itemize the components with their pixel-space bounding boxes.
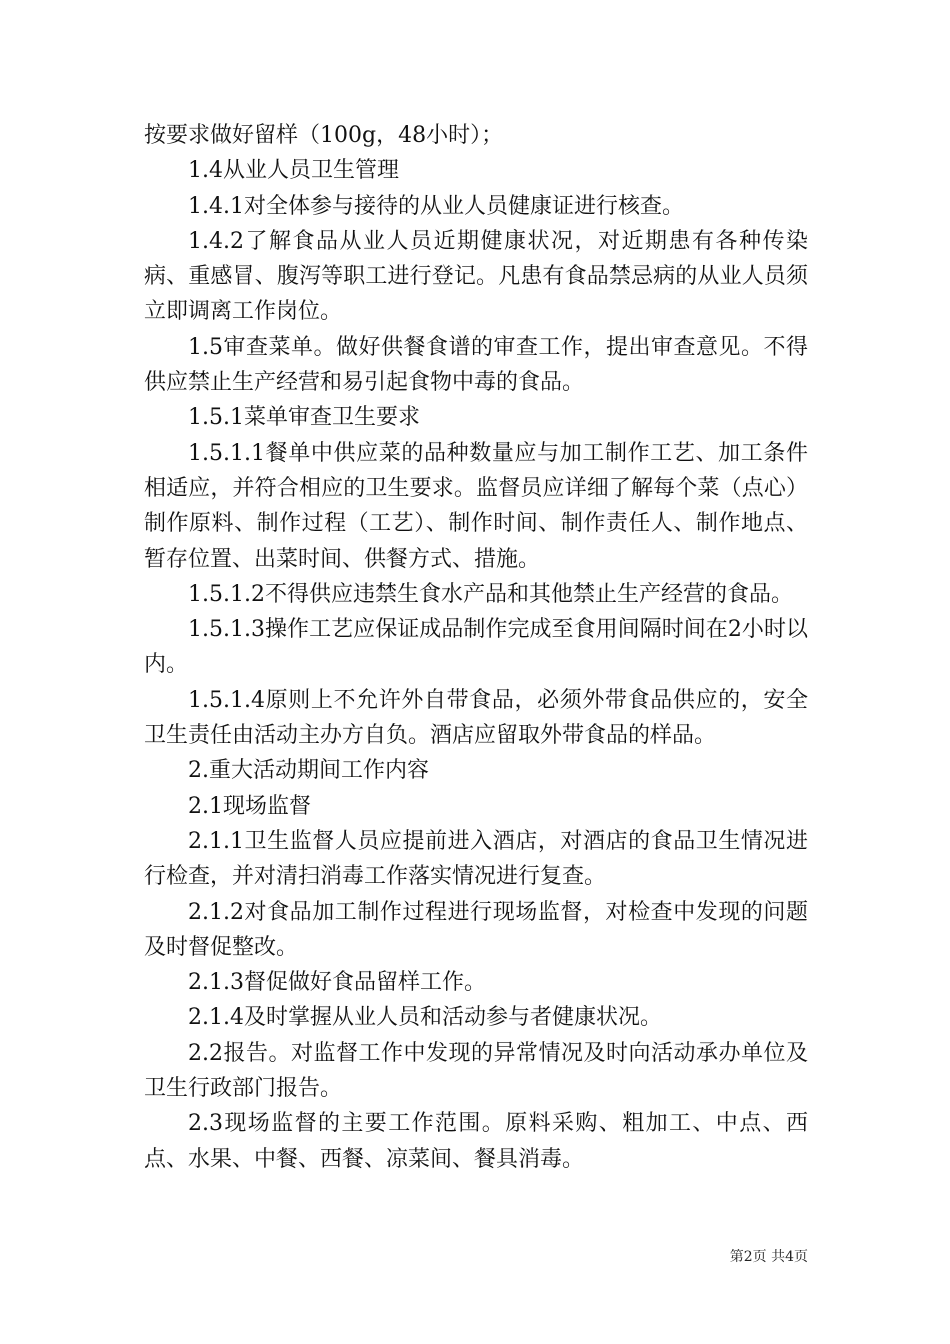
paragraph: 按要求做好留样（100g，48小时）； — [144, 123, 504, 148]
paragraph: 2.1.3督促做好食品留样工作。 — [188, 970, 486, 996]
section-heading: 1.5.1菜单审查卫生要求 — [188, 405, 420, 431]
paragraph: 1.5审查菜单。做好供餐食谱的审查工作，提出审查意见。不得供应禁止生产经营和易引起食物中毒的食品。 — [144, 334, 808, 396]
paragraph: 1.5.1.2不得供应违禁生食水产品和其他禁止生产经营的食品。 — [188, 581, 793, 607]
paragraph: 2.1.2对食品加工制作过程进行现场监督，对检查中发现的问题及时督促整改。 — [144, 899, 808, 960]
page-number: 第2页 共4页 — [729, 1249, 808, 1265]
paragraph: 1.4.2了解食品从业人员近期健康状况，对近期患有各种传染病、重感冒、腹泻等职工进行登记。凡患有食品禁忌病的从业人员须立即调离工作岗位。 — [144, 228, 808, 325]
document-body — [144, 118, 808, 1177]
paragraph: 1.4.1对全体参与接待的从业人员健康证进行核查。 — [188, 193, 684, 219]
paragraph: 1.5.1.1餐单中供应菜的品种数量应与加工制作工艺、加工条件相适应，并符合相应的卫生要求。监督员应详细了解每个菜（点心）制作原料、制作过程（工艺）、制作时间、制作责任人、制作地点、暂存位置、出菜时间、供餐方式、措施。 — [144, 440, 808, 572]
section-heading: 2.1现场监督 — [188, 793, 311, 819]
paragraph: 2.1.4及时掌握从业人员和活动参与者健康状况。 — [188, 1005, 662, 1031]
paragraph: 2.2报告。对监督工作中发现的异常情况及时向活动承办单位及卫生行政部门报告。 — [144, 1040, 808, 1102]
section-heading: 2.重大活动期间工作内容 — [188, 758, 429, 784]
paragraph: 2.3现场监督的主要工作范围。原料采购、粗加工、中点、西点、水果、中餐、西餐、凉菜间、餐具消毒。 — [144, 1111, 808, 1172]
paragraph: 1.5.1.3操作工艺应保证成品制作完成至食用间隔时间在2小时以内。 — [144, 617, 808, 678]
paragraph: 2.1.1卫生监督人员应提前进入酒店，对酒店的食品卫生情况进行检查，并对清扫消毒工作落实情况进行复查。 — [144, 828, 808, 890]
paragraph: 1.5.1.4原则上不允许外自带食品，必须外带食品供应的，安全卫生责任由活动主办方自负。酒店应留取外带食品的样品。 — [144, 687, 808, 749]
section-heading: 1.4从业人员卫生管理 — [188, 158, 399, 184]
